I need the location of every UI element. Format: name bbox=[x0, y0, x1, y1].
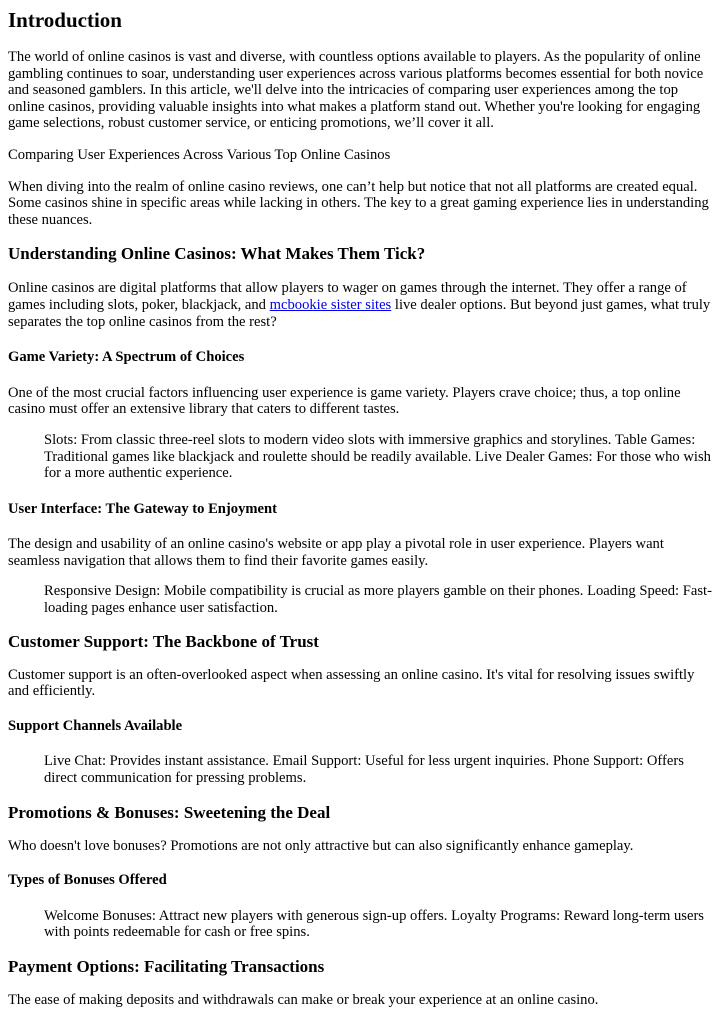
intro-paragraph-2: When diving into the realm of online casino reviews, one can’t help but notice that not all platforms are created equal. Some casinos shine in specific areas while lacking in others. The key to a great gaming experience lies in understanding these nuances. bbox=[8, 178, 709, 228]
support-channels-heading: Support Channels Available bbox=[8, 717, 183, 734]
intro-subtitle: Comparing User Experiences Across Various Top Online Casinos bbox=[8, 146, 391, 163]
intro-paragraph: The world of online casinos is vast and diverse, with countless options available to players. As the popularity of online gambling continues to soar, understanding user experiences across various platforms becomes essential for both novice and seasoned gamblers. In this article, we'll delve into the intricacies of comparing user experiences among the top online casinos, providing valuable insights into what makes a platform stand out. Whether you're looking for engaging game selections, robust customer service, or enticing promotions, we’ll cover it all. bbox=[8, 49, 704, 132]
bonus-types-heading: Types of Bonuses Offered bbox=[8, 872, 167, 889]
article bbox=[0, 8, 720, 1009]
customer-support-heading: Customer Support: The Backbone of Trust bbox=[8, 631, 319, 651]
user-interface-heading: User Interface: The Gateway to Enjoyment bbox=[8, 500, 277, 517]
promotions-heading: Promotions & Bonuses: Sweetening the Deal bbox=[8, 802, 331, 822]
game-variety-quote: Slots: From classic three-reel slots to modern video slots with immersive graphics and storylines. Table Games: Traditional games like blackjack and roulette should be readily available. Live Dealer Games: For those who wish for a more authentic experience. bbox=[44, 431, 711, 482]
mcbookie-sister-sites-link[interactable]: mcbookie sister sites bbox=[269, 296, 392, 313]
understanding-text-after-link: live dealer options. But beyond just games, what truly separates the top online casinos from the rest? bbox=[8, 296, 711, 330]
customer-support-paragraph: Customer support is an often-overlooked aspect when assessing an online casino. It's vital for resolving issues swiftly and efficiently. bbox=[8, 666, 695, 700]
understanding-paragraph bbox=[8, 280, 712, 330]
intro-heading: Introduction bbox=[8, 8, 122, 32]
user-interface-quote: Responsive Design: Mobile compatibility is crucial as more players gamble on their phones. Loading Speed: Fast-loading pages enhance user satisfaction. bbox=[44, 583, 712, 617]
game-variety-paragraph: One of the most crucial factors influencing user experience is game variety. Players crave choice; thus, a top online casino must offer an extensive library that caters to different tastes. bbox=[8, 384, 681, 418]
promotions-paragraph: Who doesn't love bonuses? Promotions are not only attractive but can also significantly enhance gameplay. bbox=[8, 837, 634, 854]
understanding-text-before-link: Online casinos are digital platforms that allow players to wager on games through the internet. They offer a range of games including slots, poker, blackjack, and bbox=[8, 280, 687, 313]
bonus-types-quote: Welcome Bonuses: Attract new players with generous sign-up offers. Loyalty Programs: Reward long-term users with points redeemable for cash or free spins. bbox=[44, 907, 704, 941]
payment-heading: Payment Options: Facilitating Transactions bbox=[8, 957, 325, 976]
game-variety-heading: Game Variety: A Spectrum of Choices bbox=[8, 349, 245, 366]
user-interface-paragraph: The design and usability of an online casino's website or app play a pivotal role in user experience. Players want seamless navigation that allows them to find their favorite games easily. bbox=[8, 536, 664, 569]
support-channels-quote: Live Chat: Provides instant assistance. Email Support: Useful for less urgent inquiries. Phone Support: Offers direct communication for pressing problems. bbox=[44, 753, 684, 787]
payment-paragraph: The ease of making deposits and withdrawals can make or break your experience at an online casino. bbox=[8, 992, 599, 1008]
understanding-heading: Understanding Online Casinos: What Makes Them Tick? bbox=[8, 244, 426, 264]
